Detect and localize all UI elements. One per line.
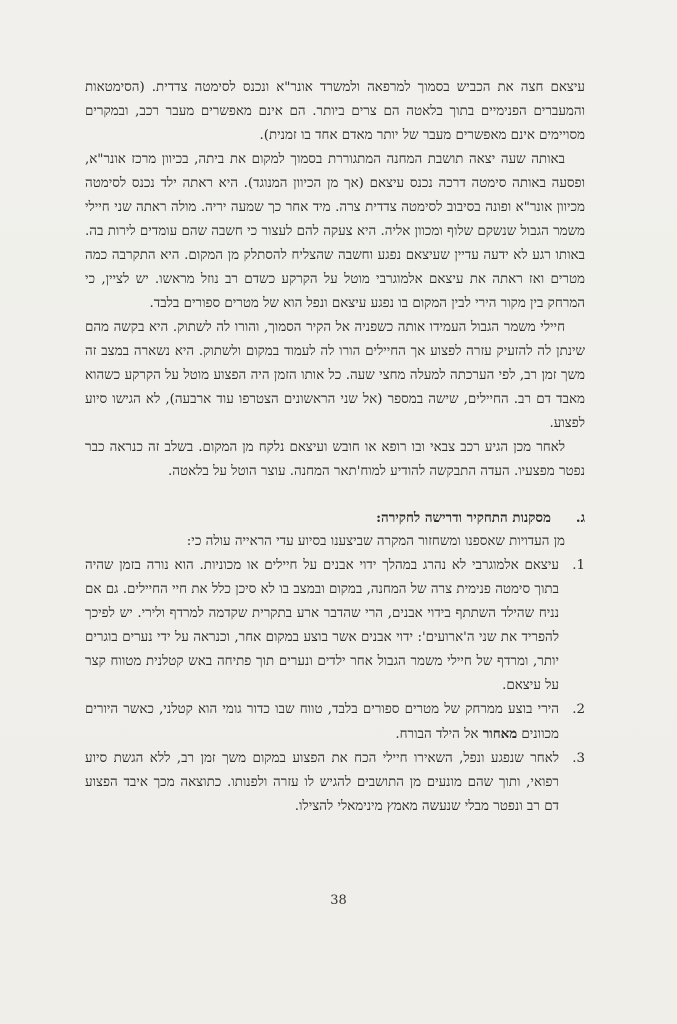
paragraph-2: באותה שעה יצאה תושבת המחנה המתגוררת בסמוך למקום את ביתה, בכיוון מרכז אונר"א, ופסעה באותה סימטה דרכה נכנס עיצאם (אך מן הכיוון המנוגד). היא ראתה ילד נכנס לסימטה מכיוון אונר"א ופונה בסיבוב לסימטה צדדית צרה. מיד אחר כך שמעה יריה. מולה ראתה שני חיילי משמר הגבול שנשקם שלוף ומכוון אליה. היא צעקה להם לעצור כי חשבה שהם עומדים לירות בה. באותו רגע לא ידעה עדיין שעיצאם נפגע וחשבה שהצליח להסתלק מן המקום. היא התקרבה כמה מטרים ואז ראתה את עיצאם אלמוגרבי מוטל על הקרקע כשדם רב נוזל מראשו. יש לציין, כי המרחק בין מקור הירי לבין המקום בו נפגע עיצאם ונפל הוא של מטרים ספורים בלבד. — [85, 152, 585, 311]
finding-item-2 — [85, 698, 585, 747]
page-number: 38 — [330, 893, 347, 908]
finding-text: לאחר שנפגע ונפל, השאירו חיילי הכח את הפצוע במקום משך זמן רב, ללא הגשת סיוע רפואי, ותוך שהם מונעים מן התושבים להגיש לו עזרה ולפנותו. כתוצאה מכך איבד הפצוע דם רב ונפטר מבלי שנעשה מאמץ מינימאלי להצילו. — [85, 751, 559, 814]
finding-number: 1. — [572, 558, 585, 573]
finding-emphasis: מאחור — [482, 726, 518, 742]
finding-text-before: הירי בוצע ממרחק של מטרים ספורים בלבד, טווח שבו כדור גומי הוא קטלני, כאשר היורים מכוונים — [85, 702, 559, 742]
paragraph-1: עיצאם חצה את הכביש בסמוך למרפאה ולמשרד אונר"א ונכנס לסימטה צדדית. (הסימטאות והמעברים הפנימיים בתוך בלאטה הם צרים ביותר. הם אינם מאפשרים מעבר רכב, ובמקרים מסויימים אינם מאפשרים מעבר של יותר מאדם אחד בו זמנית). — [85, 80, 585, 143]
page-body — [85, 76, 585, 819]
section-letter: ג. — [575, 510, 585, 526]
section-intro: מן העדויות שאספנו ומשחזור המקרה שביצענו בסיוע עדי הראייה עולה כי: — [186, 534, 565, 549]
finding-text: עיצאם אלמוגרבי לא נהרג במהלך ידוי אבנים על חיילים או מכוניות. הוא נורה בזמן שהיה בתוך סימטה פנימית צרה של המחנה, במקום ובמצב בו לא סיכן כלל את חיי החיילים. גם אם נניח שהילד השתתף בידוי אבנים, הרי שהדבר ארע בתקרית שקדמה למרדף ולירי. יש לפיכך להפריד את שני ה'ארועים': ידוי אבנים אשר בוצע במקום אחר, וכנראה על ידי נערים בוגרים יותר, ומרדף של חיילי משמר הגבול אחר ילדים ונערים תוך פתיחה באש קטלנית מטווח קצר על עיצאם. — [85, 558, 559, 693]
finding-number: 2. — [572, 702, 585, 717]
paragraph-3: חיילי משמר הגבול העמידו אותה כשפניה אל הקיר הסמוך, והורו לה לשתוק. היא בקשה מהם שינתן לה להזעיק עזרה לפצוע אך החיילים הורו לה לעמוד במקום ולשתוק. היא נשארה במצב זה משך זמן רב, לפי הערכתה למעלה מחצי שעה. כל אותו הזמן היה הפצוע מוטל על הקרקע כשהוא מאבד דם רב. החיילים, שישה במספר (אל שני הראשונים הצטרפו עוד ארבעה), לא הגישו סיוע לפצוע. — [85, 320, 585, 431]
section-heading — [85, 506, 585, 530]
findings-list — [85, 554, 585, 819]
finding-number: 3. — [572, 751, 585, 766]
section-title: מסקנות התחקיר ודרישה לחקירה: — [376, 510, 551, 526]
finding-item-3 — [85, 747, 585, 819]
finding-text-after: אל הילד הבורח. — [395, 727, 483, 742]
paragraph-4: לאחר מכן הגיע רכב צבאי ובו רופא או חובש ועיצאם נלקח מן המקום. בשלב זה כנראה כבר נפטר מפצעיו. העדה התבקשה להודיע למוח'תאר המחנה. עוצר הוטל על בלאטה. — [85, 440, 585, 479]
finding-item-1 — [85, 554, 585, 698]
finding-text — [85, 698, 559, 747]
